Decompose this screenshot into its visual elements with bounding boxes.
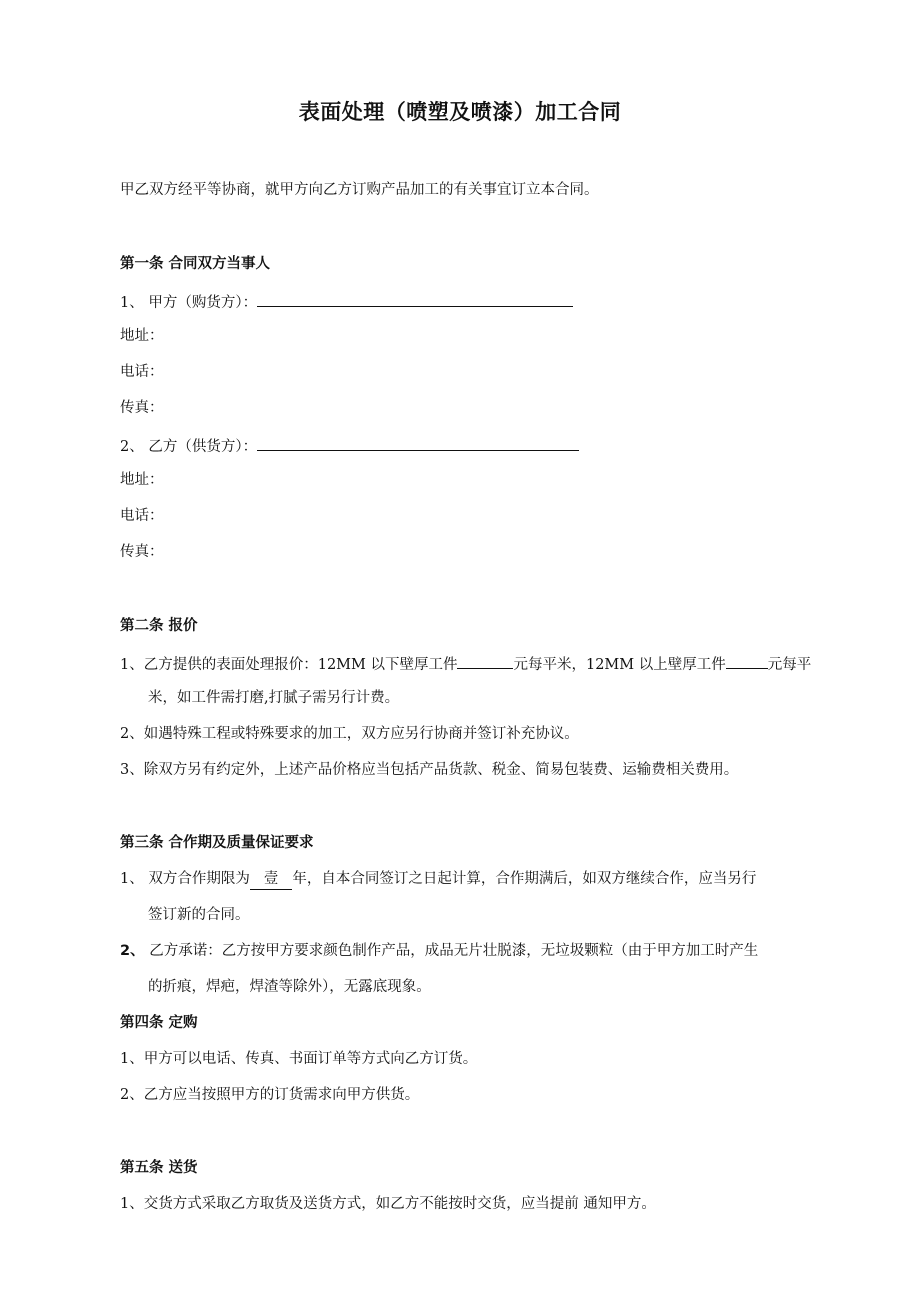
price-text-c: 元每平 [767, 657, 812, 673]
address-a-label: 地址： [120, 328, 164, 344]
article4-item2: 2、乙方应当按照甲方的订货需求向甲方供货。 [120, 1087, 420, 1103]
article3-item2-number: 2、 [120, 943, 145, 959]
article1-heading: 第一条 合同双方当事人 [120, 256, 271, 272]
party-a-label: 1、 甲方（购货方）： [120, 295, 258, 311]
term-text-a: 1、 双方合作期限为 [120, 871, 250, 887]
party-b-line [120, 434, 840, 457]
party-b-label: 2、 乙方（供货方）： [120, 439, 258, 455]
price-blank-above-12mm[interactable] [726, 652, 768, 669]
fax-a-label: 传真： [120, 400, 164, 416]
article2-item2: 2、如遇特殊工程或特殊要求的加工，双方应另行协商并签订补充协议。 [120, 726, 579, 742]
article3-item1 [120, 869, 840, 890]
article3-item2-text: 乙方承诺：乙方按甲方要求颜色制作产品，成品无片壮脱漆，无垃圾颗粒（由于甲方加工时产生 [144, 943, 759, 959]
party-b-blank[interactable] [257, 434, 579, 451]
article4-heading: 第四条 定购 [120, 1015, 198, 1031]
term-years-value[interactable]: 壹 [250, 869, 293, 890]
term-text-b: 年，自本合同签订之日起计算，合作期满后，如双方继续合作，应当另行 [292, 871, 757, 887]
price-text-a: 1、乙方提供的表面处理报价：12MM 以下壁厚工件 [120, 657, 458, 673]
phone-b-label: 电话： [120, 508, 164, 524]
price-blank-below-12mm[interactable] [457, 652, 513, 669]
article2-heading: 第二条 报价 [120, 618, 198, 634]
party-a-line [120, 290, 840, 313]
article5-item1: 1、交货方式采取乙方取货及送货方式，如乙方不能按时交货，应当提前 通知甲方。 [120, 1196, 656, 1212]
price-text-b: 元每平米，12MM 以上壁厚工件 [513, 657, 726, 673]
article2-item1 [120, 652, 840, 675]
article5-heading: 第五条 送货 [120, 1160, 198, 1176]
article3-item2 [120, 941, 840, 961]
phone-a-label: 电话： [120, 364, 164, 380]
article3-item1-cont: 签订新的合同。 [148, 907, 250, 923]
article4-item1: 1、甲方可以电话、传真、书面订单等方式向乙方订货。 [120, 1051, 478, 1067]
party-a-blank[interactable] [257, 290, 573, 307]
article2-item3: 3、除双方另有约定外，上述产品价格应当包括产品货款、税金、简易包装费、运输费相关费用。 [120, 762, 739, 778]
intro-paragraph: 甲乙双方经平等协商，就甲方向乙方订购产品加工的有关事宜订立本合同。 [120, 182, 599, 198]
article3-item2-cont: 的折痕，焊疤，焊渣等除外），无露底现象。 [148, 979, 431, 995]
address-b-label: 地址： [120, 472, 164, 488]
document-title: 表面处理（喷塑及喷漆）加工合同 [298, 100, 622, 124]
article2-item1-cont: 米，如工件需打磨,打腻子需另行计费。 [148, 690, 400, 706]
fax-b-label: 传真： [120, 544, 164, 560]
article3-heading: 第三条 合作期及质量保证要求 [120, 835, 314, 851]
